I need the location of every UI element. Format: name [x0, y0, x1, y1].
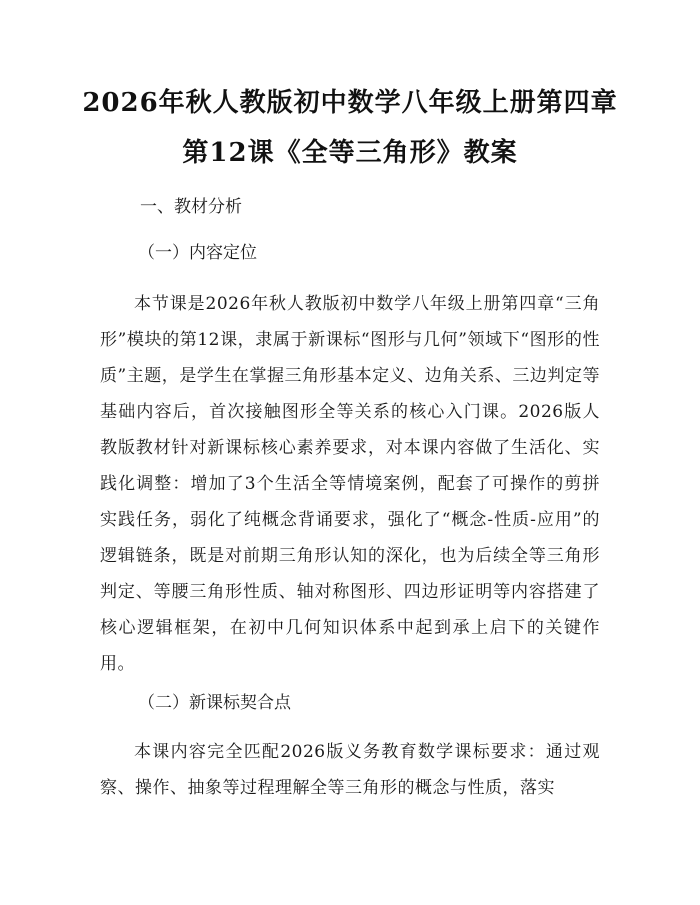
paragraph-curriculum-alignment: 本课内容完全匹配2026版义务教育数学课标要求：通过观察、操作、抽象等过程理解全等三角形的概念与性质，落实: [100, 742, 600, 798]
paragraph-content-positioning: 本节课是2026年秋人教版初中数学八年级上册第四章“三角形”模块的第12课，隶属于新课标“图形与几何”领域下“图形的性质”主题，是学生在掌握三角形基本定义、边角关系、三边判定等基础内容后，首次接触图形全等关系的核心入门课。2026版人教版教材针对新课标核心素养要求，对本课内容做了生活化、实践化调整：增加了3个生活全等情境案例，配套了可操作的剪拼实践任务，弱化了纯概念背诵要求，强化了“概念-性质-应用”的逻辑链条，既是对前期三角形认知的深化，也为后续全等三角形判定、等腰三角形性质、轴对称图形、四边形证明等内容搭建了核心逻辑框架，在初中几何知识体系中起到承上启下的关键作用。: [100, 294, 600, 674]
subsection-heading-content-positioning: （一）内容定位: [138, 243, 257, 263]
section-heading-textbook-analysis: 一、教材分析: [140, 197, 242, 217]
document-title-line-2: 第12课《全等三角形》教案: [182, 138, 518, 168]
document-title-line-1: 2026年秋人教版初中数学八年级上册第四章: [82, 88, 618, 118]
subsection-heading-curriculum-alignment: （二）新课标契合点: [138, 693, 291, 713]
